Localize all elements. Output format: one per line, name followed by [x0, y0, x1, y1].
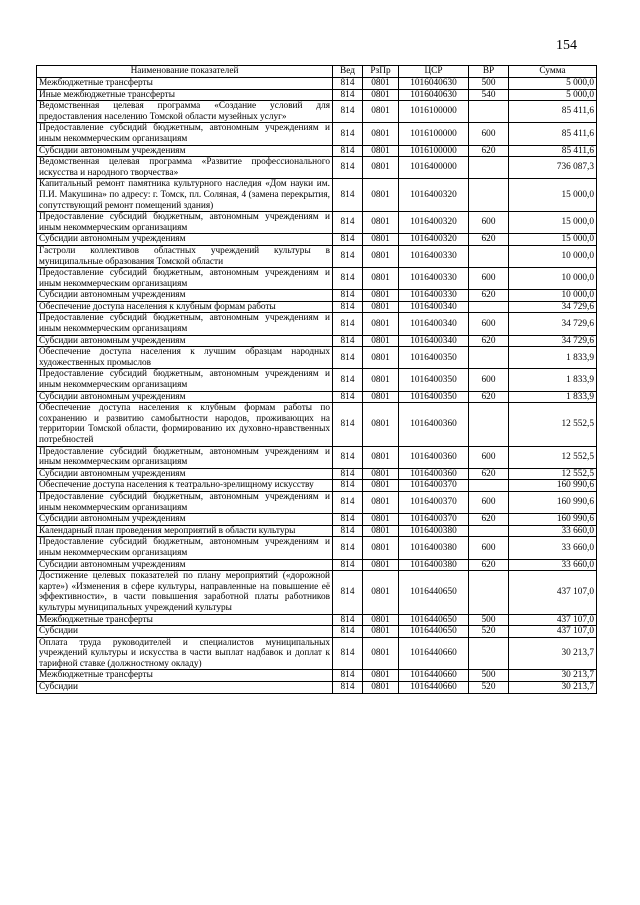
cell-ved: 814 — [333, 446, 363, 468]
cell-ved: 814 — [333, 514, 363, 526]
cell-rzpr: 0801 — [363, 614, 399, 626]
table-row — [37, 637, 597, 670]
cell-vr — [469, 571, 509, 614]
table-row — [37, 571, 597, 614]
cell-ved: 814 — [333, 391, 363, 403]
cell-ved: 814 — [333, 491, 363, 513]
table-row — [37, 145, 597, 157]
cell-rzpr: 0801 — [363, 682, 399, 694]
cell-name: Субсидии автономным учреждениям — [37, 559, 333, 571]
table-body — [37, 78, 597, 694]
table-row — [37, 682, 597, 694]
cell-csr: 1016400320 — [399, 234, 469, 246]
cell-ved: 814 — [333, 525, 363, 537]
cell-sum: 30 213,7 — [509, 637, 597, 670]
cell-name: Субсидии — [37, 626, 333, 638]
cell-sum: 12 552,5 — [509, 468, 597, 480]
cell-rzpr: 0801 — [363, 525, 399, 537]
cell-sum: 1 833,9 — [509, 347, 597, 369]
cell-name: Гастроли коллективов областных учреждений культуры в муниципальные образования Томской области — [37, 245, 333, 267]
cell-name: Предоставление субсидий бюджетным, автономным учреждениям и иным некоммерческим организациям — [37, 313, 333, 335]
cell-sum: 1 833,9 — [509, 369, 597, 391]
cell-ved: 814 — [333, 313, 363, 335]
cell-vr — [469, 480, 509, 492]
cell-csr: 1016400360 — [399, 403, 469, 446]
table-row — [37, 234, 597, 246]
cell-vr: 600 — [469, 491, 509, 513]
cell-sum: 736 087,3 — [509, 157, 597, 179]
cell-csr: 1016440660 — [399, 682, 469, 694]
cell-name: Обеспечение доступа населения к клубным формам работы по сохранению и развитию самобытности народов, проживающих на территории Томской области, формированию их духовно-нравственных потребностей — [37, 403, 333, 446]
cell-sum: 160 990,6 — [509, 514, 597, 526]
cell-sum: 33 660,0 — [509, 559, 597, 571]
cell-rzpr: 0801 — [363, 89, 399, 101]
cell-ved: 814 — [333, 234, 363, 246]
cell-rzpr: 0801 — [363, 571, 399, 614]
cell-csr: 1016400380 — [399, 537, 469, 559]
cell-name: Ведомственная целевая программа «Создание условий для предоставления населению Томской области музейных услуг» — [37, 101, 333, 123]
cell-sum: 12 552,5 — [509, 403, 597, 446]
table-header-row — [37, 66, 597, 78]
table-row — [37, 313, 597, 335]
cell-vr: 500 — [469, 670, 509, 682]
table-row — [37, 290, 597, 302]
cell-ved: 814 — [333, 145, 363, 157]
header-sum: Сумма — [509, 66, 597, 78]
cell-ved: 814 — [333, 89, 363, 101]
cell-name: Предоставление субсидий бюджетным, автономным учреждениям и иным некоммерческим организациям — [37, 537, 333, 559]
cell-ved: 814 — [333, 123, 363, 145]
cell-name: Достижение целевых показателей по плану мероприятий («дорожной карте») «Изменения в сфере культуры, направленные на повышение её эффективности», в части повышения заработной платы работников культуры муниципальных учреждений культуры — [37, 571, 333, 614]
cell-csr: 1016400000 — [399, 157, 469, 179]
cell-ved: 814 — [333, 335, 363, 347]
cell-csr: 1016400350 — [399, 347, 469, 369]
cell-ved: 814 — [333, 682, 363, 694]
cell-rzpr: 0801 — [363, 157, 399, 179]
cell-sum: 437 107,0 — [509, 571, 597, 614]
cell-sum: 437 107,0 — [509, 614, 597, 626]
table-row — [37, 157, 597, 179]
table-row — [37, 179, 597, 212]
table-row — [37, 559, 597, 571]
cell-vr: 620 — [469, 514, 509, 526]
cell-rzpr: 0801 — [363, 212, 399, 234]
cell-vr — [469, 637, 509, 670]
cell-vr: 600 — [469, 268, 509, 290]
cell-name: Субсидии автономным учреждениям — [37, 290, 333, 302]
cell-rzpr: 0801 — [363, 179, 399, 212]
cell-vr: 600 — [469, 212, 509, 234]
cell-rzpr: 0801 — [363, 626, 399, 638]
cell-ved: 814 — [333, 245, 363, 267]
cell-name: Субсидии автономным учреждениям — [37, 391, 333, 403]
table-row — [37, 78, 597, 90]
cell-csr: 1016040630 — [399, 89, 469, 101]
cell-rzpr: 0801 — [363, 101, 399, 123]
cell-sum: 85 411,6 — [509, 145, 597, 157]
cell-name: Субсидии автономным учреждениям — [37, 468, 333, 480]
table-row — [37, 391, 597, 403]
cell-sum: 1 833,9 — [509, 391, 597, 403]
cell-csr: 1016400370 — [399, 514, 469, 526]
cell-rzpr: 0801 — [363, 145, 399, 157]
header-name: Наименование показателей — [37, 66, 333, 78]
table-row — [37, 626, 597, 638]
cell-name: Межбюджетные трансферты — [37, 670, 333, 682]
cell-name: Предоставление субсидий бюджетным, автономным учреждениям и иным некоммерческим организациям — [37, 446, 333, 468]
table-row — [37, 670, 597, 682]
cell-vr: 620 — [469, 468, 509, 480]
cell-sum: 5 000,0 — [509, 78, 597, 90]
cell-sum: 30 213,7 — [509, 670, 597, 682]
cell-ved: 814 — [333, 179, 363, 212]
cell-csr: 1016400370 — [399, 480, 469, 492]
cell-csr: 1016440650 — [399, 614, 469, 626]
cell-vr: 620 — [469, 145, 509, 157]
cell-rzpr: 0801 — [363, 514, 399, 526]
cell-name: Обеспечение доступа населения к театрально-зрелищному искусству — [37, 480, 333, 492]
cell-name: Предоставление субсидий бюджетным, автономным учреждениям и иным некоммерческим организациям — [37, 491, 333, 513]
cell-rzpr: 0801 — [363, 670, 399, 682]
cell-vr: 620 — [469, 290, 509, 302]
cell-ved: 814 — [333, 290, 363, 302]
cell-ved: 814 — [333, 480, 363, 492]
cell-name: Обеспечение доступа населения к лучшим образцам народных художественных промыслов — [37, 347, 333, 369]
table-row — [37, 525, 597, 537]
cell-rzpr: 0801 — [363, 403, 399, 446]
cell-csr: 1016400380 — [399, 525, 469, 537]
cell-rzpr: 0801 — [363, 391, 399, 403]
cell-name: Капитальный ремонт памятника культурного наследия «Дом науки им. П.И. Макушина» по адресу: г. Томск, пл. Соляная, 4 (замена перекрытия, сопутствующий ремонт помещений здания) — [37, 179, 333, 212]
cell-sum: 15 000,0 — [509, 179, 597, 212]
cell-rzpr: 0801 — [363, 446, 399, 468]
cell-csr: 1016400370 — [399, 491, 469, 513]
cell-sum: 33 660,0 — [509, 525, 597, 537]
table-row — [37, 123, 597, 145]
page-number: 154 — [556, 38, 577, 53]
cell-csr: 1016440660 — [399, 637, 469, 670]
cell-vr: 620 — [469, 234, 509, 246]
table-row — [37, 403, 597, 446]
cell-vr: 620 — [469, 335, 509, 347]
table-row — [37, 301, 597, 313]
cell-rzpr: 0801 — [363, 290, 399, 302]
cell-csr: 1016400340 — [399, 301, 469, 313]
cell-vr: 500 — [469, 614, 509, 626]
cell-ved: 814 — [333, 301, 363, 313]
cell-csr: 1016400380 — [399, 559, 469, 571]
cell-rzpr: 0801 — [363, 480, 399, 492]
table-row — [37, 369, 597, 391]
cell-rzpr: 0801 — [363, 537, 399, 559]
cell-csr: 1016100000 — [399, 101, 469, 123]
cell-vr: 540 — [469, 89, 509, 101]
cell-vr: 520 — [469, 682, 509, 694]
cell-vr — [469, 179, 509, 212]
cell-ved: 814 — [333, 78, 363, 90]
header-ved: Вед — [333, 66, 363, 78]
cell-csr: 1016400350 — [399, 369, 469, 391]
table-row — [37, 268, 597, 290]
cell-name: Обеспечение доступа населения к клубным формам работы — [37, 301, 333, 313]
cell-name: Субсидии — [37, 682, 333, 694]
table-row — [37, 491, 597, 513]
cell-rzpr: 0801 — [363, 313, 399, 335]
cell-vr: 600 — [469, 369, 509, 391]
header-csr: ЦСР — [399, 66, 469, 78]
cell-name: Межбюджетные трансферты — [37, 78, 333, 90]
cell-csr: 1016100000 — [399, 123, 469, 145]
header-vr: ВР — [469, 66, 509, 78]
cell-sum: 12 552,5 — [509, 446, 597, 468]
cell-ved: 814 — [333, 268, 363, 290]
cell-ved: 814 — [333, 537, 363, 559]
cell-vr: 600 — [469, 123, 509, 145]
cell-sum: 10 000,0 — [509, 268, 597, 290]
cell-csr: 1016400320 — [399, 212, 469, 234]
cell-vr — [469, 301, 509, 313]
cell-vr: 600 — [469, 313, 509, 335]
cell-ved: 814 — [333, 157, 363, 179]
cell-ved: 814 — [333, 670, 363, 682]
cell-sum: 160 990,6 — [509, 480, 597, 492]
budget-table — [36, 65, 597, 694]
table-row — [37, 101, 597, 123]
cell-sum: 34 729,6 — [509, 301, 597, 313]
table-row — [37, 245, 597, 267]
cell-sum: 34 729,6 — [509, 335, 597, 347]
table-row — [37, 468, 597, 480]
cell-name: Оплата труда руководителей и специалистов муниципальных учреждений культуры и искусства в части выплат надбавок и доплат к тарифной ставке (должностному окладу) — [37, 637, 333, 670]
cell-name: Календарный план проведения мероприятий в области культуры — [37, 525, 333, 537]
cell-rzpr: 0801 — [363, 347, 399, 369]
table-row — [37, 537, 597, 559]
cell-sum: 10 000,0 — [509, 290, 597, 302]
cell-sum: 30 213,7 — [509, 682, 597, 694]
cell-ved: 814 — [333, 637, 363, 670]
cell-csr: 1016440650 — [399, 626, 469, 638]
cell-sum: 160 990,6 — [509, 491, 597, 513]
cell-ved: 814 — [333, 626, 363, 638]
cell-name: Субсидии автономным учреждениям — [37, 514, 333, 526]
cell-name: Предоставление субсидий бюджетным, автономным учреждениям и иным некоммерческим организациям — [37, 369, 333, 391]
cell-name: Предоставление субсидий бюджетным, автономным учреждениям и иным некоммерческим организациям — [37, 123, 333, 145]
cell-name: Иные межбюджетные трансферты — [37, 89, 333, 101]
cell-sum: 85 411,6 — [509, 123, 597, 145]
cell-name: Межбюджетные трансферты — [37, 614, 333, 626]
cell-csr: 1016400330 — [399, 245, 469, 267]
cell-ved: 814 — [333, 403, 363, 446]
table-row — [37, 347, 597, 369]
cell-name: Субсидии автономным учреждениям — [37, 234, 333, 246]
cell-rzpr: 0801 — [363, 78, 399, 90]
cell-vr — [469, 525, 509, 537]
table-row — [37, 89, 597, 101]
cell-vr: 600 — [469, 446, 509, 468]
cell-ved: 814 — [333, 559, 363, 571]
cell-rzpr: 0801 — [363, 123, 399, 145]
cell-rzpr: 0801 — [363, 234, 399, 246]
table-row — [37, 514, 597, 526]
cell-csr: 1016040630 — [399, 78, 469, 90]
cell-sum: 5 000,0 — [509, 89, 597, 101]
cell-rzpr: 0801 — [363, 369, 399, 391]
cell-ved: 814 — [333, 101, 363, 123]
table-row — [37, 480, 597, 492]
table-row — [37, 614, 597, 626]
cell-ved: 814 — [333, 369, 363, 391]
header-rzpr: РзПр — [363, 66, 399, 78]
cell-rzpr: 0801 — [363, 491, 399, 513]
cell-ved: 814 — [333, 347, 363, 369]
cell-vr: 620 — [469, 559, 509, 571]
table-row — [37, 446, 597, 468]
cell-rzpr: 0801 — [363, 637, 399, 670]
cell-ved: 814 — [333, 614, 363, 626]
table-row — [37, 212, 597, 234]
cell-rzpr: 0801 — [363, 559, 399, 571]
cell-csr: 1016400360 — [399, 446, 469, 468]
cell-ved: 814 — [333, 571, 363, 614]
cell-vr — [469, 347, 509, 369]
cell-sum: 10 000,0 — [509, 245, 597, 267]
cell-name: Предоставление субсидий бюджетным, автономным учреждениям и иным некоммерческим организациям — [37, 268, 333, 290]
cell-csr: 1016400350 — [399, 391, 469, 403]
cell-rzpr: 0801 — [363, 268, 399, 290]
cell-name: Субсидии автономным учреждениям — [37, 335, 333, 347]
cell-ved: 814 — [333, 468, 363, 480]
cell-ved: 814 — [333, 212, 363, 234]
cell-vr — [469, 101, 509, 123]
cell-csr: 1016400320 — [399, 179, 469, 212]
cell-sum: 15 000,0 — [509, 234, 597, 246]
cell-rzpr: 0801 — [363, 301, 399, 313]
cell-vr — [469, 403, 509, 446]
cell-csr: 1016440650 — [399, 571, 469, 614]
cell-sum: 34 729,6 — [509, 313, 597, 335]
cell-vr — [469, 245, 509, 267]
cell-name: Ведомственная целевая программа «Развитие профессионального искусства и народного творчества» — [37, 157, 333, 179]
cell-vr: 500 — [469, 78, 509, 90]
cell-rzpr: 0801 — [363, 468, 399, 480]
cell-name: Субсидии автономным учреждениям — [37, 145, 333, 157]
cell-csr: 1016400330 — [399, 290, 469, 302]
cell-vr: 620 — [469, 391, 509, 403]
cell-sum: 15 000,0 — [509, 212, 597, 234]
cell-rzpr: 0801 — [363, 245, 399, 267]
cell-rzpr: 0801 — [363, 335, 399, 347]
cell-vr: 600 — [469, 537, 509, 559]
cell-csr: 1016400330 — [399, 268, 469, 290]
cell-csr: 1016400340 — [399, 313, 469, 335]
cell-vr: 520 — [469, 626, 509, 638]
cell-csr: 1016400340 — [399, 335, 469, 347]
cell-csr: 1016440660 — [399, 670, 469, 682]
cell-csr: 1016100000 — [399, 145, 469, 157]
cell-sum: 437 107,0 — [509, 626, 597, 638]
cell-sum: 85 411,6 — [509, 101, 597, 123]
cell-name: Предоставление субсидий бюджетным, автономным учреждениям и иным некоммерческим организациям — [37, 212, 333, 234]
cell-sum: 33 660,0 — [509, 537, 597, 559]
table-row — [37, 335, 597, 347]
cell-csr: 1016400360 — [399, 468, 469, 480]
cell-vr — [469, 157, 509, 179]
